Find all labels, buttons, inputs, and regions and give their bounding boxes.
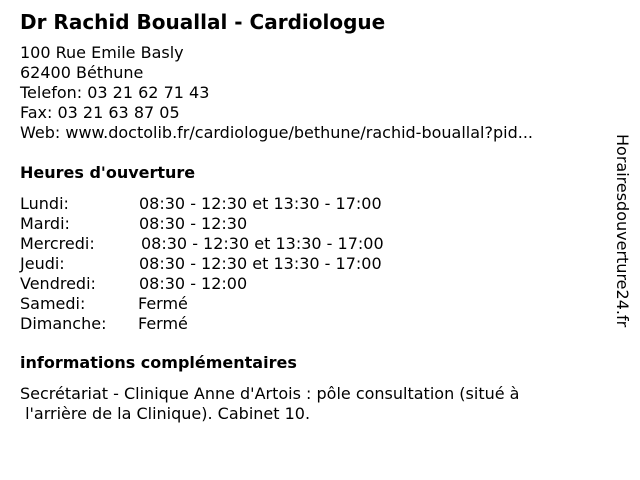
city-postcode: 62400 Béthune bbox=[20, 63, 144, 82]
time-value: 08:30 - 12:30 et 13:30 - 17:00 bbox=[139, 194, 382, 213]
day-label: Jeudi: bbox=[20, 254, 65, 273]
hours-row-monday bbox=[20, 194, 540, 214]
watermark-text: Horairesdouverture24.fr bbox=[613, 134, 632, 328]
hours-row-friday bbox=[20, 274, 540, 294]
website-url: Web: www.doctolib.fr/cardiologue/bethune/rachid-bouallal?pid... bbox=[20, 123, 533, 142]
additional-info-text bbox=[20, 384, 580, 424]
hours-row-sunday bbox=[20, 314, 540, 334]
day-label: Mardi: bbox=[20, 214, 70, 233]
info-line: l'arrière de la Clinique). Cabinet 10. bbox=[20, 404, 311, 423]
contact-details bbox=[20, 43, 533, 143]
fax-number: Fax: 03 21 63 87 05 bbox=[20, 103, 180, 122]
hours-row-wednesday bbox=[20, 234, 540, 254]
day-label: Samedi: bbox=[20, 294, 86, 313]
hours-row-tuesday bbox=[20, 214, 540, 234]
additional-info-heading: informations complémentaires bbox=[20, 353, 297, 372]
time-value: 08:30 - 12:30 et 13:30 - 17:00 bbox=[141, 234, 384, 253]
day-label: Dimanche: bbox=[20, 314, 107, 333]
time-value: 08:30 - 12:30 et 13:30 - 17:00 bbox=[139, 254, 382, 273]
page-title: Dr Rachid Bouallal - Cardiologue bbox=[20, 10, 386, 34]
day-label: Vendredi: bbox=[20, 274, 96, 293]
hours-row-saturday bbox=[20, 294, 540, 314]
info-line: Secrétariat - Clinique Anne d'Artois : pôle consultation (situé à bbox=[20, 384, 520, 403]
opening-hours-list bbox=[20, 194, 540, 334]
time-value: 08:30 - 12:00 bbox=[139, 274, 248, 293]
time-value: Fermé bbox=[138, 294, 188, 313]
phone-number: Telefon: 03 21 62 71 43 bbox=[20, 83, 210, 102]
site-watermark bbox=[612, 134, 632, 344]
hours-row-thursday bbox=[20, 254, 540, 274]
day-label: Mercredi: bbox=[20, 234, 95, 253]
time-value: Fermé bbox=[138, 314, 188, 333]
day-label: Lundi: bbox=[20, 194, 69, 213]
street-address: 100 Rue Emile Basly bbox=[20, 43, 184, 62]
opening-hours-heading: Heures d'ouverture bbox=[20, 163, 196, 182]
time-value: 08:30 - 12:30 bbox=[139, 214, 248, 233]
